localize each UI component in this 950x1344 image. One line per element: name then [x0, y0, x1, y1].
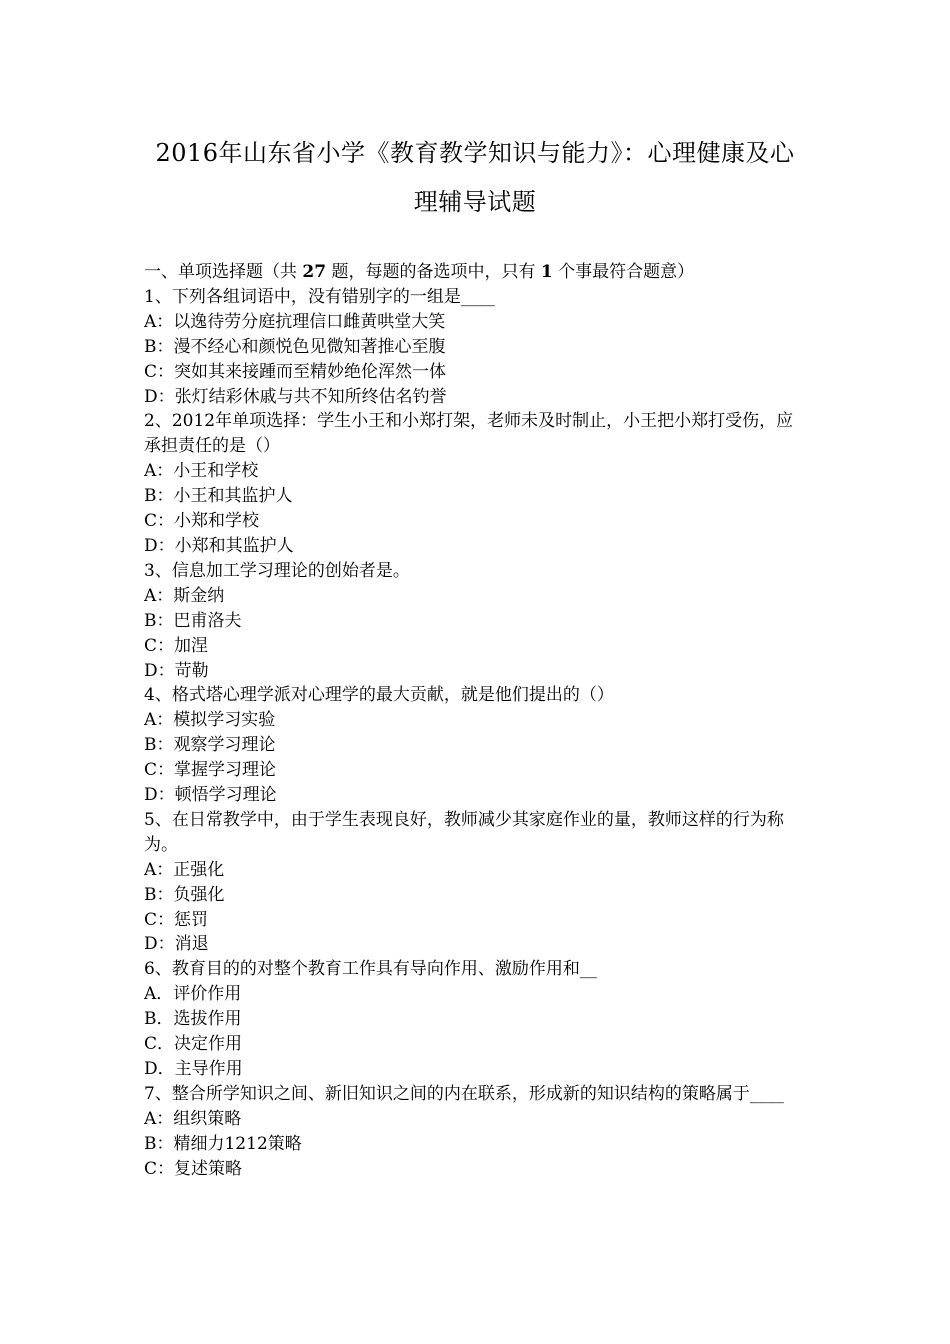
option-a: A：以逸待劳分庭抗理信口雌黄哄堂大笑: [144, 311, 446, 332]
question-stem: 3、信息加工学习理论的创始者是。: [144, 560, 410, 581]
option-a: A：小王和学校: [144, 461, 259, 482]
question-4: [144, 683, 810, 808]
option-d: D．主导作用: [144, 1059, 243, 1079]
option-b: B：漫不经心和颜悦色见微知著推心至腹: [144, 336, 446, 357]
option-a: A：正强化: [144, 859, 225, 880]
option-c: C．决定作用: [144, 1034, 243, 1055]
document-title-line-2: 理辅导试题: [413, 188, 537, 216]
question-stem: 7、整合所学知识之间、新旧知识之间的内在联系，形成新的知识结构的策略属于____: [144, 1083, 784, 1104]
question-3: [144, 559, 810, 684]
document-body: [144, 260, 810, 1182]
option-a: A：斯金纳: [144, 585, 225, 606]
option-c: C：小郑和学校: [144, 511, 260, 532]
option-b: B：负强化: [144, 884, 225, 905]
question-7: [144, 1082, 810, 1182]
question-2: [144, 409, 810, 558]
option-d: D：苛勒: [144, 660, 209, 681]
option-a: A：组织策略: [144, 1108, 242, 1129]
option-b: B：观察学习理论: [144, 735, 276, 756]
question-stem: 1、下列各组词语中，没有错别字的一组是____: [144, 286, 495, 307]
document-title-line-1: 2016年山东省小学《教育教学知识与能力》：心理健康及心: [155, 139, 795, 167]
answer-count: 1: [540, 262, 553, 282]
question-stem: 6、教育目的的对整个教育工作具有导向作用、激励作用和__: [144, 959, 597, 980]
section-heading: 一、单项选择题（共 27 题，每题的备选项中，只有 1 个事最符合题意）: [144, 262, 695, 282]
question-stem: 2、2012年单项选择：学生小王和小郑打架，老师未及时制止，小王把小郑打受伤，应承担责任的是（）: [144, 411, 794, 457]
option-a: A：模拟学习实验: [144, 710, 276, 731]
question-6: [144, 957, 810, 1082]
question-1: [144, 285, 810, 410]
option-a: A．评价作用: [144, 984, 242, 1005]
question-stem: 4、格式塔心理学派对心理学的最大贡献，就是他们提出的（）: [144, 685, 614, 706]
option-b: B．选拔作用: [144, 1009, 242, 1030]
option-b: B：巴甫洛夫: [144, 610, 242, 631]
option-d: D：小郑和其监护人: [144, 535, 294, 556]
option-c: C：惩罚: [144, 909, 209, 930]
option-b: B：小王和其监护人: [144, 486, 293, 507]
option-b: B：精细力1212策略: [144, 1133, 302, 1154]
option-c: C：复述策略: [144, 1158, 243, 1179]
question-count: 27: [302, 262, 327, 282]
option-d: D：张灯结彩休戚与共不知所终估名钓誉: [144, 386, 447, 407]
question-5: [144, 808, 810, 957]
option-c: C：掌握学习理论: [144, 760, 277, 781]
option-c: C：突如其来接踵而至精妙绝伦浑然一体: [144, 361, 447, 382]
option-c: C：加涅: [144, 635, 209, 656]
option-d: D：顿悟学习理论: [144, 785, 277, 806]
option-d: D：消退: [144, 934, 209, 955]
question-stem: 5、在日常教学中，由于学生表现良好，教师减少其家庭作业的量，教师这样的行为称为。: [144, 809, 784, 855]
